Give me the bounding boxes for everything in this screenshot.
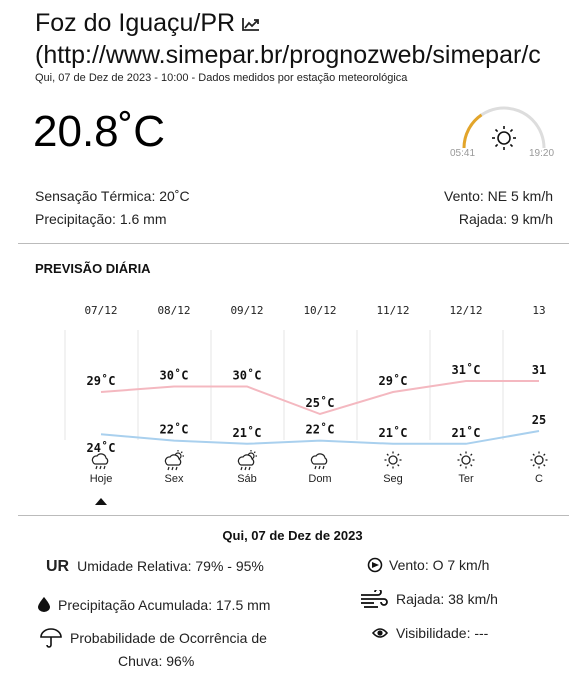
precip-acc-text: Precipitação Acumulada: 17.5 mm	[58, 597, 271, 613]
forecast-min-temp: 22˚C	[305, 422, 335, 437]
precipitation: Precipitação: 1.6 mm	[35, 211, 167, 227]
rain-probability-row	[40, 628, 267, 651]
wind-direction-icon	[367, 557, 383, 576]
rain-cloud-icon	[92, 454, 107, 469]
city-name: Foz do Iguaçu/PR	[35, 9, 236, 37]
forecast-date: 10/12	[303, 304, 337, 317]
forecast-max-temp: 29˚C	[86, 374, 116, 388]
forecast-max-temp: 29˚C	[378, 374, 408, 388]
detail-gust-row	[360, 590, 498, 611]
sun-icon	[531, 452, 548, 469]
eye-icon	[372, 626, 388, 642]
forecast-weekday: Dom	[308, 473, 332, 485]
selected-day-indicator	[95, 498, 107, 505]
prob-line2: Chuva: 96%	[118, 653, 195, 669]
forecast-min-temp: 22˚C	[159, 422, 189, 437]
forecast-min-temp: 21˚C	[232, 425, 262, 440]
precip-acc-row	[38, 597, 270, 615]
forecast-max-temp: 31	[531, 363, 547, 377]
wind-gust-icon	[360, 590, 388, 611]
forecast-date: 13	[532, 304, 546, 317]
forecast-date: 07/12	[84, 304, 118, 317]
daily-forecast-chart	[0, 290, 585, 510]
forecast-max-temp: 30˚C	[159, 368, 189, 383]
drop-icon	[38, 597, 50, 615]
sun-icon	[492, 126, 516, 150]
detail-date: Qui, 07 de Dez de 2023	[222, 528, 363, 543]
umbrella-icon	[40, 628, 62, 651]
prob-line1: Probabilidade de Ocorrência de	[70, 630, 267, 647]
forecast-date: 09/12	[230, 304, 264, 317]
forecast-max-temp: 30˚C	[232, 368, 262, 383]
forecast-max-temp: 25˚C	[305, 396, 335, 410]
sun-icon	[458, 452, 475, 469]
sun-icon	[385, 452, 402, 469]
forecast-weekday: Hoje	[89, 473, 113, 485]
detail-wind-text: Vento: O 7 km/h	[389, 557, 490, 574]
detail-visibility-text: Visibilidade: ---	[396, 625, 489, 641]
measurement-subtitle: Qui, 07 de Dez de 2023 - 10:00 - Dados medidos por estação meteorológica	[35, 72, 408, 84]
current-temperature: 20.8˚C	[33, 107, 166, 156]
forecast-min-temp: 24˚C	[86, 441, 116, 456]
feels-like: Sensação Térmica: 20˚C	[35, 188, 190, 204]
sunrise-time: 05:41	[450, 148, 476, 159]
detail-wind-row	[367, 557, 489, 576]
forecast-weekday: Seg	[383, 473, 403, 485]
forecast-weekday: Sáb	[237, 473, 257, 485]
humidity-text: Umidade Relativa: 79% - 95%	[77, 558, 264, 574]
divider	[18, 515, 569, 516]
forecast-min-temp: 21˚C	[451, 425, 481, 440]
forecast-title: PREVISÃO DIÁRIA	[35, 261, 151, 276]
sun-rain-cloud-icon	[165, 450, 184, 470]
detail-visibility-row	[372, 625, 488, 642]
source-url-link[interactable]: (http://www.simepar.br/prognozweb/simepar/c	[35, 40, 541, 69]
forecast-min-temp: 21˚C	[378, 425, 408, 440]
divider	[18, 243, 569, 244]
forecast-weekday: Ter	[458, 473, 474, 485]
forecast-weekday: C	[535, 473, 543, 485]
sun-rain-cloud-icon	[238, 450, 257, 470]
rain-cloud-icon	[311, 454, 326, 469]
trend-chart-icon[interactable]	[241, 9, 261, 40]
gust: Rajada: 9 km/h	[458, 211, 553, 227]
sunset-time: 19:20	[529, 148, 555, 159]
forecast-max-temp: 31˚C	[451, 363, 481, 377]
forecast-min-temp: 25	[531, 413, 547, 427]
forecast-date: 08/12	[157, 304, 191, 317]
detail-gust-text: Rajada: 38 km/h	[396, 591, 498, 608]
location-title	[35, 8, 541, 71]
humidity-row	[46, 558, 264, 576]
ur-badge: UR	[46, 558, 70, 575]
wind: Vento: NE 5 km/h	[444, 188, 553, 204]
forecast-weekday: Sex	[164, 473, 184, 485]
forecast-date: 12/12	[449, 304, 483, 317]
forecast-date: 11/12	[376, 304, 410, 317]
